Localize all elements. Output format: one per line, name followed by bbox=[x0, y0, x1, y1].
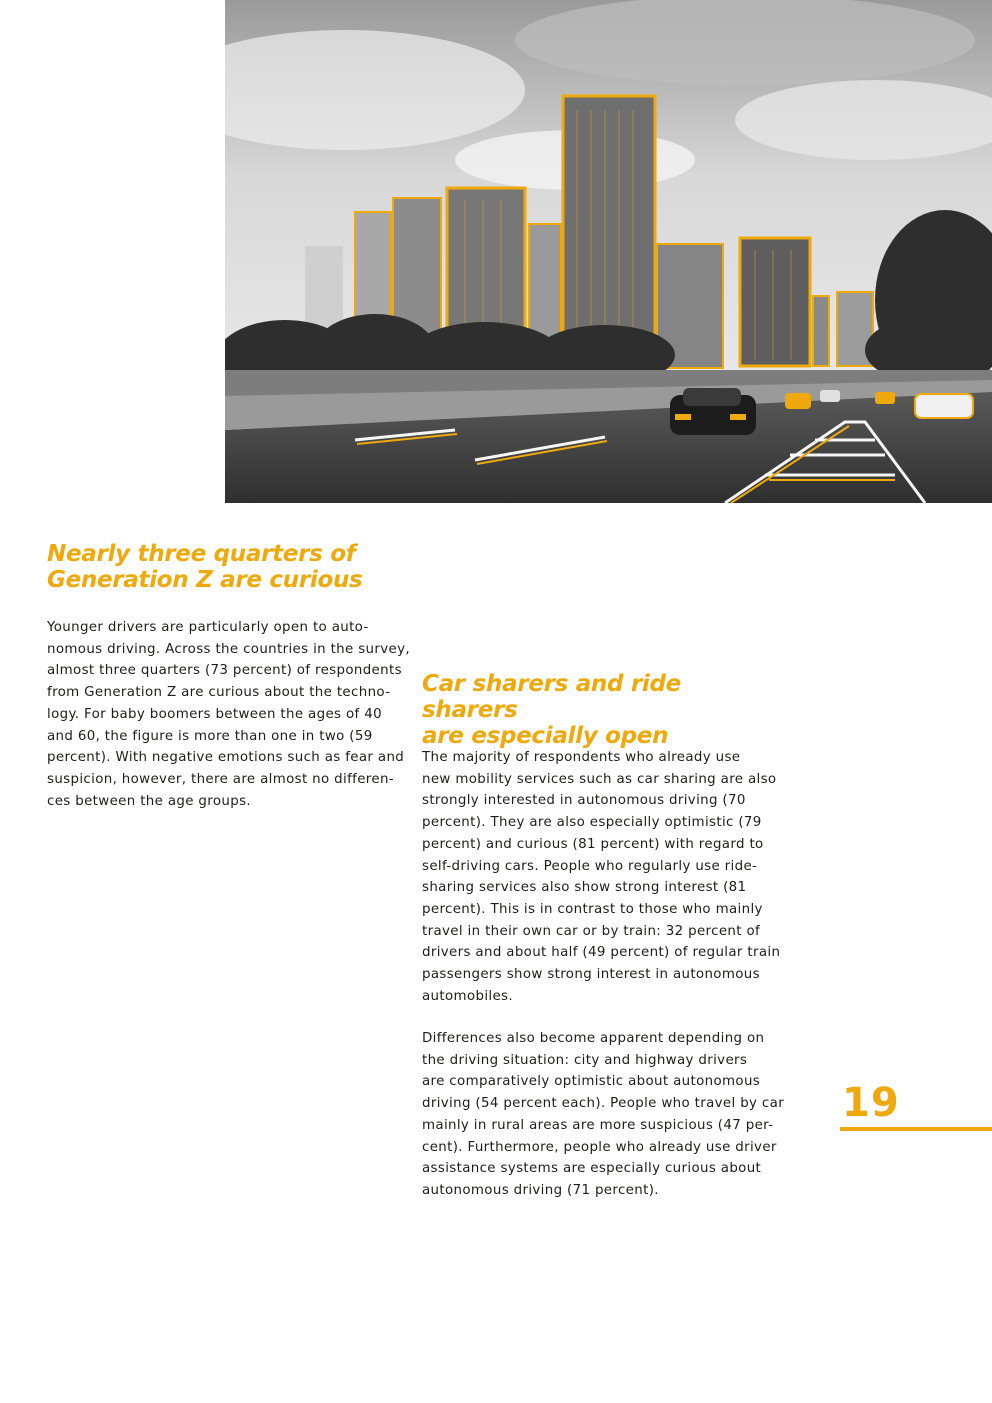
section-body-car-sharers-1: The majority of respondents who already use new mobility services such as car sharing are also strongly interested in autonomous driving (70 percent). They are also especially optimistic (79 percent) and curious (81 percent) with regard to self-driving cars. People who regularly use ride- sharing services also show strong interest (81 percent). This is in contrast to those who mainly travel in their own car or by train: 32 percent of drivers and about half (49 percent) of regular train passengers show strong interest in autonomous automobiles. bbox=[422, 750, 781, 1004]
page-number: 19 bbox=[842, 1080, 900, 1126]
section-body-car-sharers-2: Differences also become apparent depending on the driving situation: city and highway drivers are comparatively optimistic about autonomous driving (54 percent each). People who travel by car mainly in rural areas are more suspicious (47 per- cent). Furthermore, people who already use driver assistance systems are especially curious about autonomous driving (71 percent). bbox=[422, 1031, 785, 1198]
city-skyline-road-photo-icon bbox=[225, 0, 992, 503]
section-heading-generation-z: Nearly three quarters of Generation Z are curious bbox=[47, 541, 363, 593]
section-body-generation-z: Younger drivers are particularly open to auto- nomous driving. Across the countries in the survey, almost three quarters (73 percent) of respondents from Generation Z are curious about the techno- logy. For baby boomers between the ages of 40 and 60, the figure is more than one in two (59 percent). With negative emotions such as fear and suspicion, however, there are almost no differen- ces between the age groups. bbox=[47, 620, 410, 809]
page-number-underline bbox=[840, 1127, 992, 1131]
hero-image bbox=[225, 0, 992, 503]
section-heading-car-sharers: Car sharers and ride sharers are especially open bbox=[422, 671, 681, 749]
